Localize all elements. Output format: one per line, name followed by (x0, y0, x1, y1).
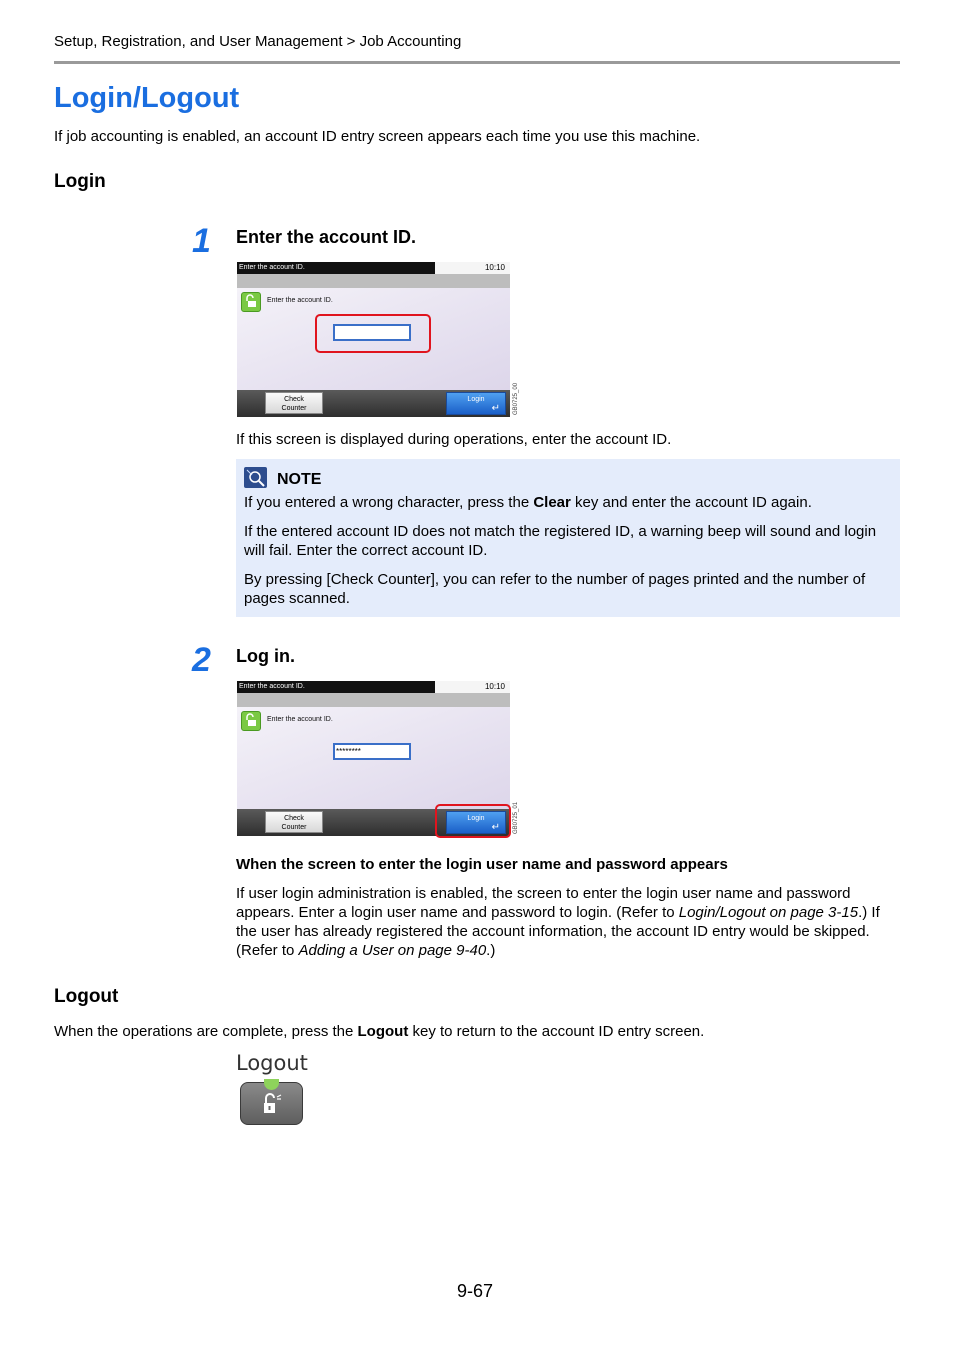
logout-key-label: Logout (236, 1051, 308, 1075)
figure-id: GB0725_00 (513, 382, 519, 415)
login-heading: Login (54, 171, 106, 192)
screen-prompt: Enter the account ID. (267, 297, 333, 304)
logout-heading: Logout (54, 986, 119, 1007)
login-button[interactable] (446, 392, 506, 415)
cross-reference-link[interactable]: Login/Logout on page 3-15 (678, 904, 859, 921)
login-label: Login (467, 396, 485, 403)
check-counter-button[interactable] (265, 811, 323, 833)
screen-topbar: Enter the account ID. (237, 262, 437, 274)
para-text: .) If the user has already registered the account information, the account ID entry would be skipped. (Refer to (236, 904, 880, 959)
page-title: Login/Logout (54, 82, 240, 114)
screen-topbar: Enter the account ID. (237, 681, 437, 693)
screen-status-area (435, 262, 510, 274)
highlight-box (435, 804, 511, 838)
check-counter-label-2: Counter (281, 824, 307, 831)
logout-text (54, 1022, 704, 1041)
logout-text-part: key to return to the account ID entry screen. (408, 1023, 705, 1040)
logout-text-part: When the operations are complete, press the (54, 1023, 358, 1040)
step-2-number: 2 (192, 641, 211, 679)
return-icon: ↵ (491, 403, 500, 414)
step-1-number: 1 (192, 222, 211, 260)
login-user-subheading: When the screen to enter the login user name and password appears (236, 856, 728, 873)
note-box (236, 459, 900, 617)
step-1-caption: If this screen is displayed during operations, enter the account ID. (236, 431, 672, 448)
para-text: If user login administration is enabled, the screen to enter the login user name and password appears. Enter a login user name and password to login. (Refer to (236, 885, 851, 921)
note-paragraph-3: By pressing [Check Counter], you can refer to the number of pages printed and the number of pages scanned. (244, 571, 866, 607)
logout-key-name: Logout (357, 1023, 409, 1040)
login-user-paragraph (236, 884, 900, 960)
note-paragraph-2: If the entered account ID does not match the registered ID, a warning beep will sound and login will fail. Enter the correct account ID. (244, 523, 877, 559)
note-text: key and enter the account ID again. (570, 494, 812, 511)
note-text: If you entered a wrong character, press the (244, 494, 534, 511)
note-paragraph-1 (244, 493, 892, 512)
step-1-title: Enter the account ID. (236, 227, 417, 247)
login-label: Login (467, 815, 485, 822)
figure-id: GB0725_01 (513, 801, 519, 834)
intro-text: If job accounting is enabled, an account ID entry screen appears each time you use this machine. (54, 128, 701, 145)
account-id-input[interactable]: ******** (333, 743, 411, 760)
screen-time: 10:10 (484, 682, 505, 691)
para-text: .) (486, 942, 496, 959)
clear-key-name: Clear (533, 494, 571, 511)
check-counter-label-1: Check (284, 815, 304, 822)
screen-time: 10:10 (484, 263, 505, 272)
screen-status-area (435, 681, 510, 693)
screen-prompt: Enter the account ID. (267, 716, 333, 723)
screen-gray-band (237, 693, 510, 707)
lock-icon (241, 292, 261, 312)
check-counter-label-1: Check (284, 396, 304, 403)
page-number: 9-67 (457, 1281, 494, 1301)
breadcrumb: Setup, Registration, and User Management > Job Accounting (54, 33, 462, 50)
header-rule (54, 61, 900, 64)
return-icon: ↵ (491, 822, 500, 833)
highlight-box (315, 314, 431, 353)
cross-reference-link[interactable]: Adding a User on page 9-40 (298, 942, 487, 959)
note-icon (244, 467, 267, 488)
step-2-title: Log in. (236, 646, 295, 666)
check-counter-label-2: Counter (281, 405, 307, 412)
check-counter-button[interactable] (265, 392, 323, 414)
lock-icon (241, 711, 261, 731)
screen-gray-band (237, 274, 510, 288)
note-title: NOTE (277, 471, 322, 488)
